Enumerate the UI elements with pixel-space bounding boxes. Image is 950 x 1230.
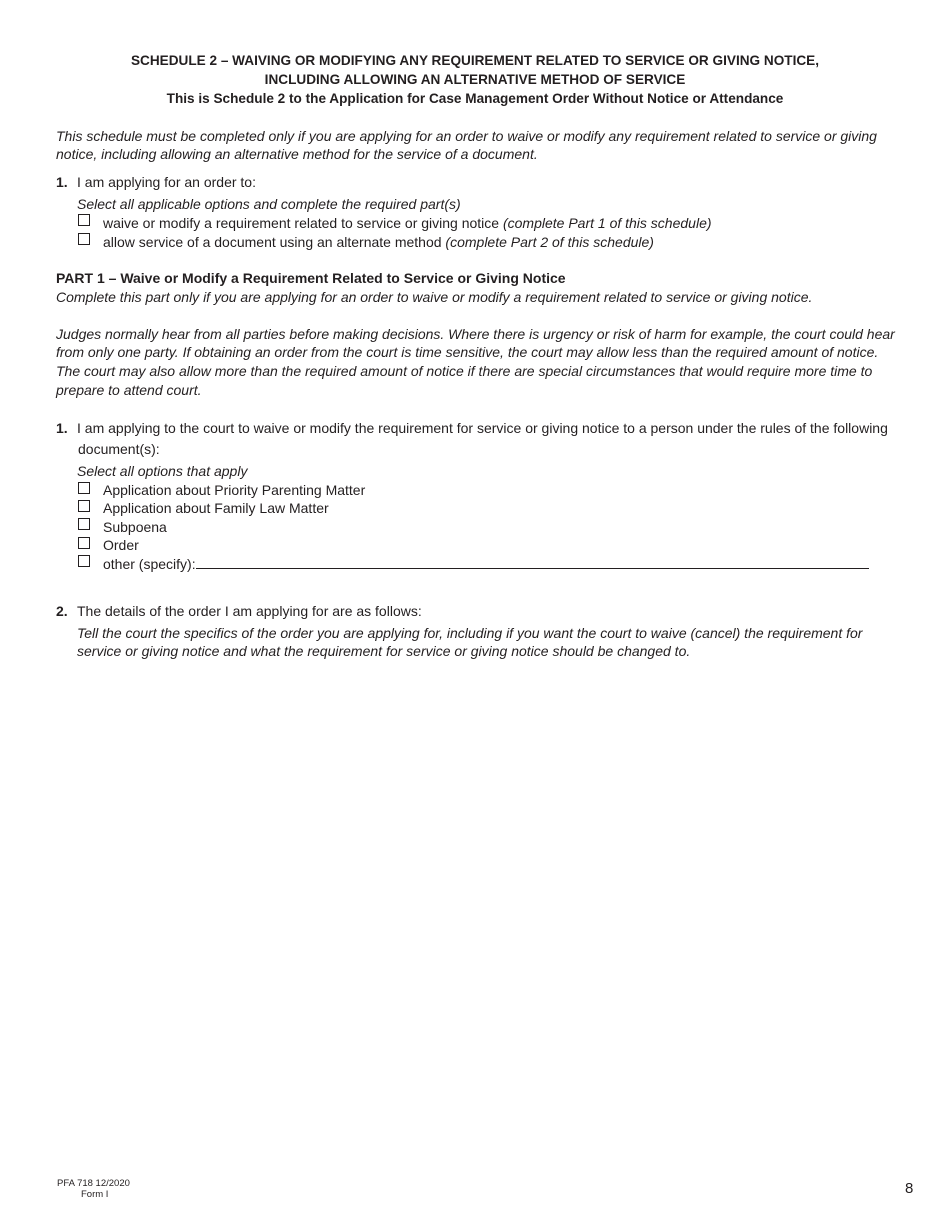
part-1-question-1-line-2: document(s): [78, 441, 160, 457]
part-1-question-2-help-line-1: Tell the court the specifics of the order you are applying for, including if you want the court to waive (cancel) the requirement for [77, 625, 863, 641]
part-1-note-line-3: The court may also allow more than the required amount of notice if there are special circumstances that would require more time to [56, 363, 873, 379]
other-specify-line[interactable] [196, 568, 869, 569]
question-1-text: I am applying for an order to: [77, 174, 256, 190]
order-label: Order [103, 537, 139, 553]
part-1-heading: PART 1 – Waive or Modify a Requirement Related to Service or Giving Notice [56, 270, 566, 286]
waive-modify-option [103, 215, 712, 231]
question-1-number: 1. [56, 174, 68, 190]
schedule-subtitle: This is Schedule 2 to the Application for Case Management Order Without Notice or Attendance [166, 91, 784, 106]
other-checkbox[interactable] [78, 555, 90, 567]
family-law-checkbox[interactable] [78, 500, 90, 512]
part-1-question-1-line-1: I am applying to the court to waive or modify the requirement for service or giving notice to a person under the rules of the following [77, 420, 888, 436]
alternate-method-label: allow service of a document using an alternate method [103, 234, 442, 250]
order-checkbox[interactable] [78, 537, 90, 549]
priority-parenting-checkbox[interactable] [78, 482, 90, 494]
part-1-question-1-number: 1. [56, 420, 68, 436]
part-1-note-line-4: prepare to attend court. [56, 382, 202, 398]
intro-line-1: This schedule must be completed only if you are applying for an order to waive or modify any requirement related to service or giving [56, 128, 877, 144]
schedule-title-line-2: INCLUDING ALLOWING AN ALTERNATIVE METHOD OF SERVICE [264, 72, 686, 87]
waive-modify-note: (complete Part 1 of this schedule) [502, 215, 712, 231]
form-code: PFA 718 12/2020 [57, 1178, 130, 1189]
waive-modify-checkbox[interactable] [78, 214, 90, 226]
page-number: 8 [905, 1180, 914, 1197]
part-1-question-2-text: The details of the order I am applying for are as follows: [77, 603, 422, 619]
family-law-label: Application about Family Law Matter [103, 500, 329, 516]
question-1-instruction: Select all applicable options and complete the required part(s) [77, 196, 461, 212]
intro-line-2: notice, including allowing an alternative method for the service of a document. [56, 146, 538, 162]
alternate-method-option [103, 234, 654, 250]
subpoena-checkbox[interactable] [78, 518, 90, 530]
priority-parenting-label: Application about Priority Parenting Matter [103, 482, 366, 498]
part-1-question-1-instruction: Select all options that apply [77, 463, 248, 479]
schedule-title-line-1: SCHEDULE 2 – WAIVING OR MODIFYING ANY REQUIREMENT RELATED TO SERVICE OR GIVING NOTICE, [130, 53, 820, 68]
form-name: Form I [81, 1189, 109, 1200]
part-1-note-line-1: Judges normally hear from all parties before making decisions. Where there is urgency or risk of harm for example, the court could hear [56, 326, 895, 342]
subpoena-label: Subpoena [103, 519, 167, 535]
part-1-instruction: Complete this part only if you are applying for an order to waive or modify a requirement related to service or giving notice. [56, 289, 813, 305]
part-1-question-2-number: 2. [56, 603, 68, 619]
alternate-method-note: (complete Part 2 of this schedule) [445, 234, 654, 250]
other-label: other (specify): [103, 556, 196, 572]
alternate-method-checkbox[interactable] [78, 233, 90, 245]
waive-modify-label: waive or modify a requirement related to service or giving notice [103, 215, 500, 231]
part-1-question-2-help-line-2: service or giving notice and what the requirement for service or giving notice should be changed to. [77, 643, 691, 659]
part-1-note-line-2: from only one party. If obtaining an order from the court is time sensitive, the court may allow less than the required amount of notice. [56, 344, 879, 360]
